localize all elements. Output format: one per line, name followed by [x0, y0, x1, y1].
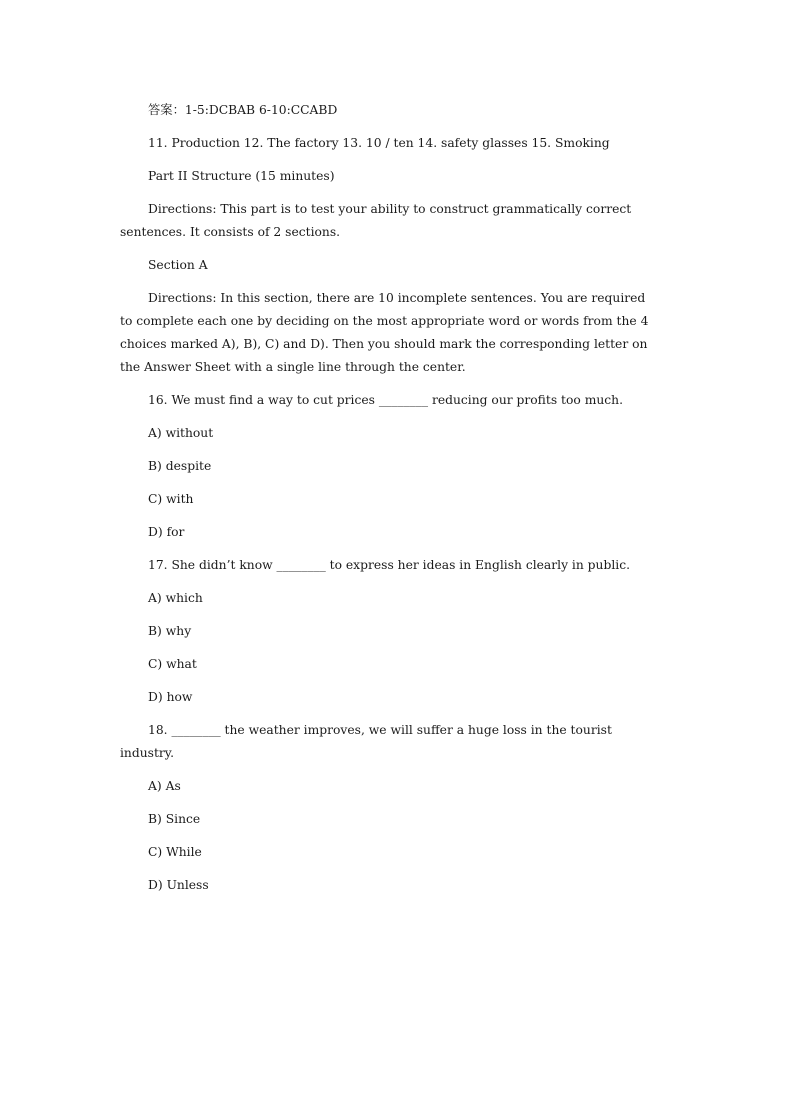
document-body: [120, 99, 660, 907]
question-17-option-c: C) what: [148, 657, 197, 671]
question-17-stem: 17. She didn’t know ________ to express her ideas in English clearly in public.: [148, 558, 631, 572]
answer-key-11-15: 11. Production 12. The factory 13. 10 / ten 14. safety glasses 15. Smoking: [148, 136, 610, 150]
question-18-option-b: B) Since: [148, 812, 201, 826]
part-directions: Directions: This part is to test your ability to construct grammatically correct sentences. It consists of 2 sections.: [120, 202, 632, 239]
question-17-option-d: D) how: [148, 690, 193, 704]
question-18-option-c: C) While: [148, 845, 202, 859]
question-16-option-d: D) for: [148, 525, 185, 539]
question-16-option-b: B) despite: [148, 459, 212, 473]
question-16-option-c: C) with: [148, 492, 194, 506]
answer-key-1-10: 答案：1-5:DCBAB 6-10:CCABD: [148, 103, 338, 117]
question-17-option-b: B) why: [148, 624, 192, 638]
section-title: Section A: [148, 258, 208, 272]
question-18-option-d: D) Unless: [148, 878, 209, 892]
section-directions: Directions: In this section, there are 10 incomplete sentences. You are required to complete each one by deciding on the most appropriate word or words from the 4 choices marked A), B), C) and D). Then you should mark the corresponding letter on the Answer Sheet with a single line through the center.: [120, 291, 649, 374]
part-title: Part II Structure (15 minutes): [148, 169, 335, 183]
question-17-option-a: A) which: [148, 591, 203, 605]
question-16-stem: 16. We must find a way to cut prices ________ reducing our profits too much.: [148, 393, 624, 407]
question-16-option-a: A) without: [148, 426, 214, 440]
question-18-stem: 18. ________ the weather improves, we will suffer a huge loss in the tourist industry.: [120, 723, 612, 760]
question-18-option-a: A) As: [148, 779, 181, 793]
